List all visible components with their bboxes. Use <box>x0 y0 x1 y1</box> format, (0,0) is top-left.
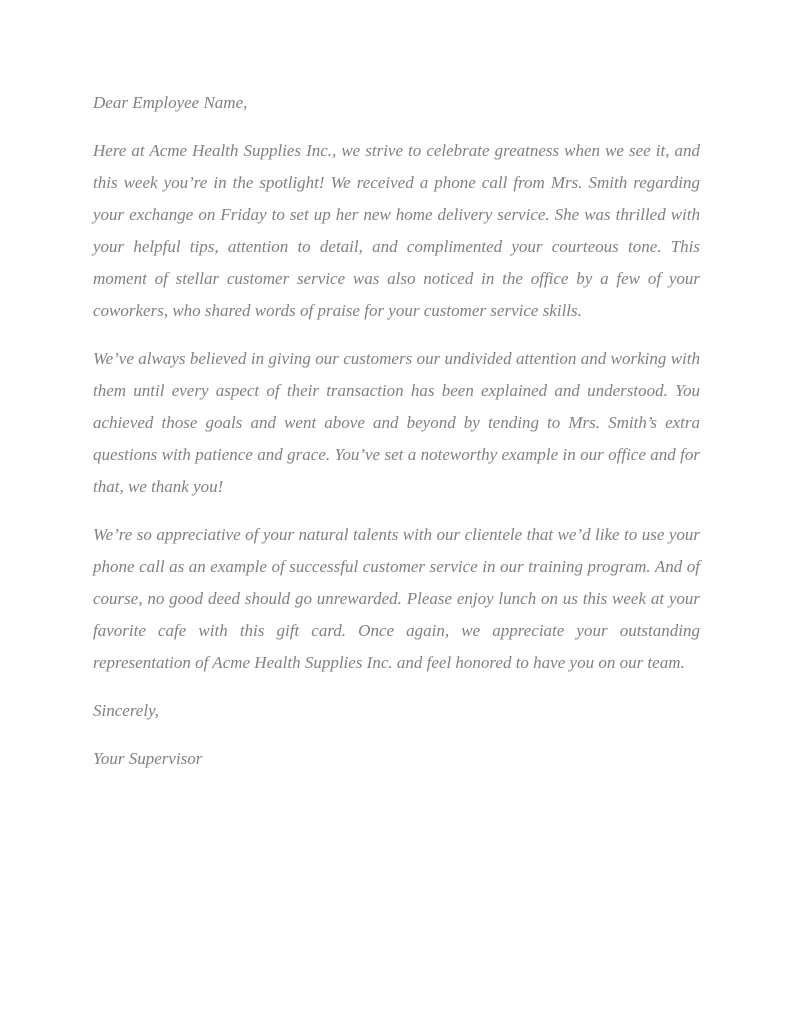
letter-closing: Sincerely, <box>93 701 159 720</box>
letter-greeting: Dear Employee Name, <box>93 93 248 112</box>
letter-paragraph-1: Here at Acme Health Supplies Inc., we strive to celebrate greatness when we see it, and this week you’re in the spotlight! We received a phone call from Mrs. Smith regarding your exchange on Friday to set up her new home delivery service. She was thrilled with your helpful tips, attention to detail, and complimented your courteous tone. This moment of stellar customer service was also noticed in the office by a few of your coworkers, who shared words of praise for your customer service skills. <box>93 141 700 320</box>
letter-paragraph-3: We’re so appreciative of your natural talents with our clientele that we’d like to use your phone call as an example of successful customer service in our training program. And of course, no good deed should go unrewarded. Please enjoy lunch on us this week at your favorite cafe with this gift card. Once again, we appreciate your outstanding representation of Acme Health Supplies Inc. and feel honored to have you on our team. <box>93 525 700 672</box>
letter-paragraph-2: We’ve always believed in giving our customers our undivided attention and working with them until every aspect of their transaction has been explained and understood. You achieved those goals and went above and beyond by tending to Mrs. Smith’s extra questions with patience and grace. You’ve set a noteworthy example in our office and for that, we thank you! <box>93 349 700 496</box>
letter-signature: Your Supervisor <box>93 749 203 768</box>
